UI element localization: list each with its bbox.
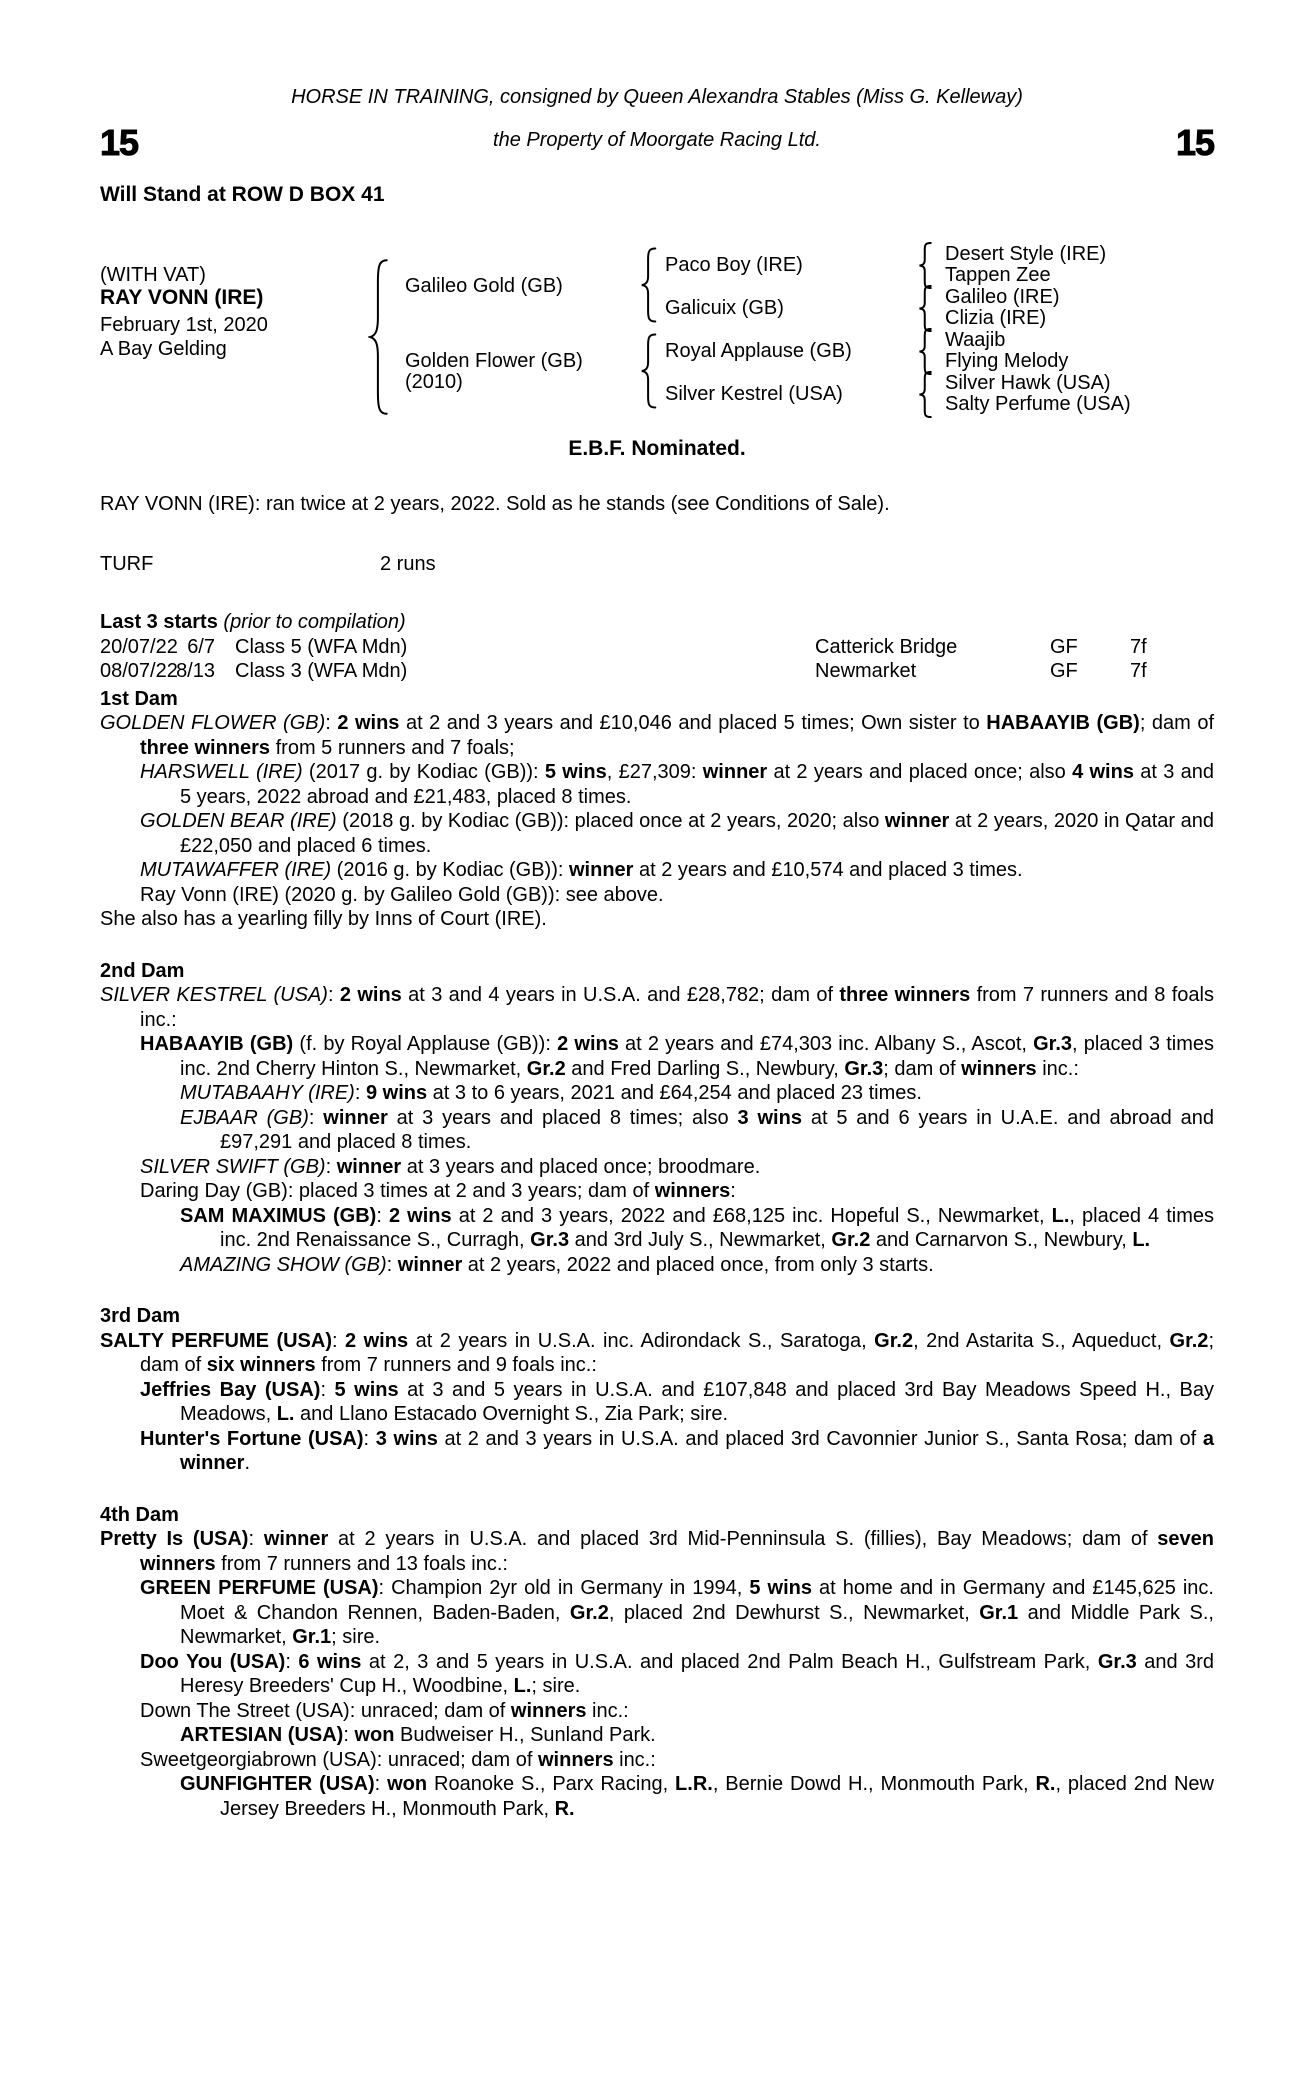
race-start-row xyxy=(100,635,1214,660)
dam-section xyxy=(100,1503,1214,1822)
text-run: (2018 g. by Kodiac (GB)): placed once at 2 years, 2020; also xyxy=(336,810,885,832)
text-run: , placed 2nd Dewhurst S., Newmarket, xyxy=(608,1601,980,1624)
text-run: EJBAAR (GB) xyxy=(180,1106,309,1129)
text-run: winner xyxy=(263,1528,329,1550)
text-run: inc.: xyxy=(613,1748,656,1771)
dam-sections xyxy=(100,687,1214,1822)
text-run: 2 wins xyxy=(345,1329,409,1352)
text-run: Daring Day (GB): placed 3 times at 2 and 3 years; dam of xyxy=(140,1180,655,1202)
text-run: winners xyxy=(654,1180,731,1202)
text-run: at 5 and 6 years in U.A.E. and abroad and £97,291 and placed 8 times. xyxy=(220,1106,1215,1153)
pedigree-paragraph xyxy=(100,1032,1214,1081)
text-run: : xyxy=(308,1106,324,1129)
great-grandparent-name: Clizia (IRE) xyxy=(945,307,1047,329)
text-run: SAM MAXIMUS (GB) xyxy=(180,1204,377,1227)
dam-section xyxy=(100,1304,1214,1476)
text-run: at 3 and 5 years, 2022 abroad and £21,483, placed 8 times. xyxy=(180,761,1214,808)
text-run: GOLDEN BEAR (IRE) xyxy=(140,810,337,832)
last-starts-heading xyxy=(100,610,1214,635)
last-starts-note: (prior to compilation) xyxy=(223,611,406,633)
text-run: (2016 g. by Kodiac (GB)): xyxy=(331,859,569,881)
text-run: : xyxy=(285,1650,299,1673)
text-run: GREEN PERFUME (USA) xyxy=(140,1577,379,1599)
text-run: L. xyxy=(276,1403,295,1425)
race-summary: RAY VONN (IRE): ran twice at 2 years, 2022. Sold as he stands (see Conditions of Sale). xyxy=(100,492,890,515)
text-run: ; sire. xyxy=(331,1626,381,1648)
text-run: HABAAYIB (GB) xyxy=(986,712,1140,734)
pedigree-paragraph xyxy=(100,1748,1214,1773)
text-run: : xyxy=(363,1427,376,1450)
text-run: and Middle Park S., Newmarket, xyxy=(180,1601,1214,1648)
text-run: from 7 runners and 9 foals inc.: xyxy=(315,1354,597,1376)
text-run: three winners xyxy=(140,736,271,759)
dam-section-heading: 3rd Dam xyxy=(100,1305,181,1327)
pedigree-paragraph xyxy=(100,1155,1214,1180)
pedigree-paragraph xyxy=(100,1329,1214,1378)
text-run: GOLDEN FLOWER (GB) xyxy=(100,712,326,734)
text-run: 5 wins xyxy=(334,1378,399,1401)
pedigree-brace-icon xyxy=(918,371,933,418)
text-run: ; sire. xyxy=(531,1675,581,1697)
text-run: : xyxy=(374,1773,388,1795)
text-run: Gr.2 xyxy=(831,1229,871,1251)
text-run: GUNFIGHTER (USA) xyxy=(180,1773,375,1795)
text-run: Doo You (USA) xyxy=(140,1650,286,1673)
text-run: Ray Vonn (IRE) (2020 g. by Galileo Gold (GB)): see above. xyxy=(140,883,664,906)
text-run: Gr.3 xyxy=(530,1229,570,1251)
text-run: 2 wins xyxy=(339,984,402,1006)
text-run: winner xyxy=(884,810,950,832)
pedigree-paragraph xyxy=(100,809,1214,858)
great-grandparent-name: Salty Perfume (USA) xyxy=(945,393,1131,415)
text-run: Hunter's Fortune (USA) xyxy=(140,1427,364,1450)
pedigree-table xyxy=(100,207,1214,436)
text-run: Gr.3 xyxy=(1097,1650,1137,1673)
dam-section-heading: 1st Dam xyxy=(100,687,178,710)
text-run: and Carnarvon S., Newbury, xyxy=(870,1229,1133,1251)
lot-number-right: 15 xyxy=(1175,121,1214,163)
text-run: 2 wins xyxy=(557,1033,619,1055)
text-run: Gr.2 xyxy=(569,1601,609,1624)
text-run: winner xyxy=(702,761,768,783)
surface-summary-row xyxy=(100,552,1214,577)
text-run: She also has a yearling filly by Inns of Court (IRE). xyxy=(100,908,547,930)
text-run: winner xyxy=(569,859,634,881)
text-run: . xyxy=(244,1452,251,1474)
pedigree-paragraph xyxy=(100,1699,1214,1724)
pedigree-paragraph xyxy=(100,711,1214,760)
sire-name: Galileo Gold (GB) xyxy=(405,274,563,297)
text-run: : xyxy=(386,1253,398,1276)
text-run: won xyxy=(354,1724,395,1746)
surface-label: TURF xyxy=(100,553,154,575)
pedigree-brace-icon xyxy=(368,257,390,417)
text-run: 6 wins xyxy=(298,1650,362,1673)
text-run: from 7 runners and 13 foals inc.: xyxy=(215,1552,508,1575)
race-course: Newmarket xyxy=(815,660,917,682)
text-run: ; dam of xyxy=(140,1329,1214,1376)
text-run: won xyxy=(387,1773,428,1795)
text-run: , placed 4 times inc. 2nd Renaissance S., Curragh, xyxy=(220,1204,1214,1251)
pedigree-paragraph xyxy=(100,1427,1214,1476)
text-run: ; dam of xyxy=(1139,712,1215,734)
pedigree-paragraph xyxy=(100,883,1214,908)
text-run: winner xyxy=(336,1155,402,1178)
race-course: Catterick Bridge xyxy=(815,635,958,658)
text-run: at 2 years and placed once; also xyxy=(767,761,1073,783)
text-run: Gr.1 xyxy=(292,1626,332,1648)
text-run: winners xyxy=(537,1748,614,1771)
text-run: L. xyxy=(513,1675,532,1697)
text-run: : xyxy=(343,1724,355,1746)
text-run: L. xyxy=(1132,1229,1151,1251)
great-grandparent-name: Silver Hawk (USA) xyxy=(945,371,1111,394)
race-race: Class 5 (WFA Mdn) xyxy=(235,635,408,658)
text-run: from 5 runners and 7 foals; xyxy=(270,736,515,759)
race-dist: 7f xyxy=(1130,635,1147,658)
race-date: 08/07/22 xyxy=(100,660,178,682)
race-race: Class 3 (WFA Mdn) xyxy=(235,660,408,682)
pedigree-brace-icon xyxy=(640,333,658,409)
pedigree-brace-icon xyxy=(918,242,933,289)
text-run: , 2nd Astarita S., Aqueduct, xyxy=(913,1329,1170,1352)
pedigree-paragraph xyxy=(100,760,1214,809)
text-run: HARSWELL (IRE) xyxy=(140,761,303,783)
text-run: L. xyxy=(1051,1204,1070,1227)
text-run: inc.: xyxy=(1036,1057,1079,1080)
race-going: GF xyxy=(1050,660,1078,682)
text-run: at 3 to 6 years, 2021 and £64,254 and placed 23 times. xyxy=(427,1082,922,1104)
dam-section xyxy=(100,959,1214,1278)
text-run: and Fred Darling S., Newbury, xyxy=(565,1057,845,1080)
consignment-line: HORSE IN TRAINING, consigned by Queen Alexandra Stables (Miss G. Kelleway) xyxy=(291,86,1023,108)
race-going: GF xyxy=(1050,635,1078,658)
dam-section xyxy=(100,687,1214,932)
text-run: at 3 and 4 years in U.S.A. and £28,782; dam of xyxy=(401,984,840,1006)
dam-section-heading: 2nd Dam xyxy=(100,959,185,982)
text-run: winner xyxy=(397,1253,463,1276)
text-run: : xyxy=(325,712,338,734)
stand-location: Will Stand at ROW D BOX 41 xyxy=(100,182,385,206)
ebf-nominated-line: E.B.F. Nominated. xyxy=(568,436,746,460)
last-starts-label: Last 3 starts xyxy=(100,611,218,633)
text-run: MUTAWAFFER (IRE) xyxy=(140,859,332,881)
text-run: at 2 years, 2020 in Qatar and £22,050 and placed 6 times. xyxy=(180,810,1214,857)
great-grandparent-name: Flying Melody xyxy=(945,350,1069,372)
text-run: Gr.2 xyxy=(874,1329,914,1352)
race-date: 20/07/22 xyxy=(100,635,178,658)
text-run: at 2 years in U.S.A. inc. Adirondack S., Saratoga, xyxy=(408,1329,875,1352)
text-run: HABAAYIB (GB) xyxy=(140,1033,294,1055)
text-run: , placed 3 times inc. 2nd Cherry Hinton S., Newmarket, xyxy=(180,1033,1214,1080)
text-run: at 2 years in U.S.A. and placed 3rd Mid-Penninsula S. (fillies), Bay Meadows; dam of xyxy=(328,1528,1158,1550)
text-run: : xyxy=(332,1329,346,1352)
text-run: Gr.2 xyxy=(526,1057,566,1080)
great-grandparent-name: Desert Style (IRE) xyxy=(945,242,1107,265)
pedigree-paragraph xyxy=(100,858,1214,883)
race-starts xyxy=(100,635,1214,684)
text-run: winners xyxy=(510,1699,587,1722)
text-run: Pretty Is (USA) xyxy=(100,1528,249,1550)
text-run: , £27,309: xyxy=(606,761,703,783)
text-run: : xyxy=(730,1180,736,1202)
text-run: (2017 g. by Kodiac (GB)): xyxy=(302,761,545,783)
text-run: : xyxy=(320,1378,335,1401)
text-run: at 2, 3 and 5 years in U.S.A. and placed 2nd Palm Beach H., Gulfstream Park, xyxy=(361,1650,1098,1673)
text-run: at 2 and 3 years, 2022 and £68,125 inc. Hopeful S., Newmarket, xyxy=(451,1204,1052,1227)
text-run: AMAZING SHOW (GB) xyxy=(180,1253,387,1276)
pedigree-paragraph xyxy=(100,1106,1214,1155)
text-run: : Champion 2yr old in Germany in 1994, xyxy=(378,1577,750,1599)
pedigree-paragraph xyxy=(100,983,1214,1032)
grandsire-name: Royal Applause (GB) xyxy=(665,339,852,362)
foal-date: February 1st, 2020 xyxy=(100,313,268,336)
text-run: , Bernie Dowd H., Monmouth Park, xyxy=(712,1773,1036,1795)
text-run: a winner xyxy=(180,1427,1214,1474)
grandsire-name: Paco Boy (IRE) xyxy=(665,253,803,276)
great-grandparent-name: Galileo (IRE) xyxy=(945,285,1060,308)
text-run: , placed 2nd New Jersey Breeders H., Monmouth Park, xyxy=(220,1773,1214,1820)
text-run: at 3 years and placed once; broodmare. xyxy=(401,1155,761,1178)
text-run: ; dam of xyxy=(883,1057,962,1080)
text-run: at 3 years and placed 8 times; also xyxy=(387,1106,738,1129)
great-grandparent-name: Tappen Zee xyxy=(945,264,1051,286)
text-run: 2 wins xyxy=(388,1204,452,1227)
pedigree-paragraph xyxy=(100,1576,1214,1650)
text-run: Gr.3 xyxy=(844,1057,884,1080)
race-dist: 7f xyxy=(1130,660,1147,682)
text-run: 3 wins xyxy=(375,1427,438,1450)
vat-note: (WITH VAT) xyxy=(100,263,206,286)
text-run: 2 wins xyxy=(337,712,400,734)
text-run: winners xyxy=(961,1057,1037,1080)
granddam-name: Silver Kestrel (USA) xyxy=(665,382,843,405)
pedigree-paragraph xyxy=(100,1650,1214,1699)
pedigree-paragraph xyxy=(100,1204,1214,1253)
text-run: : xyxy=(248,1528,264,1550)
pedigree-paragraph xyxy=(100,907,1214,932)
text-run: R. xyxy=(1035,1773,1056,1795)
property-line: the Property of Moorgate Racing Ltd. xyxy=(493,128,821,151)
text-run: winner xyxy=(323,1106,388,1129)
race-pos: 8/13 xyxy=(176,660,215,682)
text-run: Gr.1 xyxy=(979,1601,1019,1624)
text-run: 5 wins xyxy=(749,1577,812,1599)
text-run: at 2 and 3 years in U.S.A. and placed 3rd Cavonnier Junior S., Santa Rosa; dam of xyxy=(437,1427,1203,1450)
pedigree-paragraph xyxy=(100,1253,1214,1278)
text-run: Sweetgeorgiabrown (USA): unraced; dam of xyxy=(140,1748,538,1771)
text-run: L.R. xyxy=(675,1773,713,1795)
pedigree-brace-icon xyxy=(918,328,933,375)
text-run: Gr.3 xyxy=(1033,1033,1073,1055)
text-run: 9 wins xyxy=(365,1082,428,1104)
text-run: inc.: xyxy=(586,1699,629,1722)
text-run: R. xyxy=(554,1797,575,1820)
text-run: from 7 runners and 8 foals inc.: xyxy=(140,984,1214,1031)
race-start-row xyxy=(100,659,1214,684)
text-run: six winners xyxy=(206,1354,316,1376)
text-run: at home and in Germany and £145,625 inc. Moet & Chandon Rennen, Baden-Baden, xyxy=(180,1577,1214,1624)
text-run: and Llano Estacado Overnight S., Zia Park; sire. xyxy=(294,1403,729,1425)
runs-count: 2 runs xyxy=(380,553,436,575)
race-pos: 6/7 xyxy=(187,635,215,658)
text-run: at 2 years, 2022 and placed once, from only 3 starts. xyxy=(462,1253,934,1276)
text-run: Roanoke S., Parx Racing, xyxy=(427,1773,676,1795)
pedigree-paragraph xyxy=(100,1527,1214,1576)
pedigree-paragraph xyxy=(100,1081,1214,1106)
text-run: three winners xyxy=(839,984,971,1006)
text-run: and 3rd July S., Newmarket, xyxy=(569,1229,832,1251)
pedigree-paragraph xyxy=(100,1772,1214,1821)
text-run: ARTESIAN (USA) xyxy=(180,1724,344,1746)
text-run: : xyxy=(354,1082,366,1104)
lot-number-left: 15 xyxy=(100,121,139,163)
text-run: SALTY PERFUME (USA) xyxy=(100,1329,332,1352)
text-run: at 3 and 5 years in U.S.A. and £107,848 and placed 3rd Bay Meadows Speed H., Bay Meadows, xyxy=(180,1378,1214,1425)
text-run: 5 wins xyxy=(544,761,607,783)
text-run: SILVER SWIFT (GB) xyxy=(140,1155,326,1178)
dam-section-heading: 4th Dam xyxy=(100,1503,179,1526)
text-run: and 3rd Heresy Breeders' Cup H., Woodbine, xyxy=(180,1650,1215,1697)
great-grandparent-name: Waajib xyxy=(945,328,1006,351)
text-run: at 2 and 3 years and £10,046 and placed 5 times; Own sister to xyxy=(399,712,987,734)
text-run: at 2 years and £10,574 and placed 3 times. xyxy=(633,859,1023,881)
text-run: Jeffries Bay (USA) xyxy=(140,1378,321,1401)
text-run: 3 wins xyxy=(737,1106,802,1129)
text-run: Budweiser H., Sunland Park. xyxy=(394,1724,656,1746)
pedigree-paragraph xyxy=(100,1723,1214,1748)
text-run: Gr.2 xyxy=(1169,1329,1209,1352)
color-sex: A Bay Gelding xyxy=(100,337,227,360)
pedigree-paragraph xyxy=(100,1179,1214,1204)
lot-header-row xyxy=(100,121,1214,163)
text-run: : xyxy=(325,1155,337,1178)
pedigree-brace-icon xyxy=(640,247,658,323)
text-run: at 2 years and £74,303 inc. Albany S., Ascot, xyxy=(618,1033,1034,1055)
text-run: Down The Street (USA): unraced; dam of xyxy=(140,1699,511,1722)
granddam-name: Galicuix (GB) xyxy=(665,296,784,319)
dam-foal-year: (2010) xyxy=(405,370,463,393)
text-run: : xyxy=(376,1204,389,1227)
text-run: MUTABAAHY (IRE) xyxy=(180,1082,355,1104)
pedigree-paragraph xyxy=(100,1378,1214,1427)
catalogue-page xyxy=(0,85,1314,2085)
horse-name: RAY VONN (IRE) xyxy=(100,285,264,309)
text-run: (f. by Royal Applause (GB)): xyxy=(293,1033,558,1055)
dam-name: Golden Flower (GB) xyxy=(405,349,583,372)
text-run: SILVER KESTREL (USA) xyxy=(100,984,328,1006)
pedigree-brace-icon xyxy=(918,285,933,332)
text-run: 4 wins xyxy=(1072,761,1134,783)
text-run: : xyxy=(327,984,340,1006)
text-run: seven winners xyxy=(140,1528,1215,1575)
